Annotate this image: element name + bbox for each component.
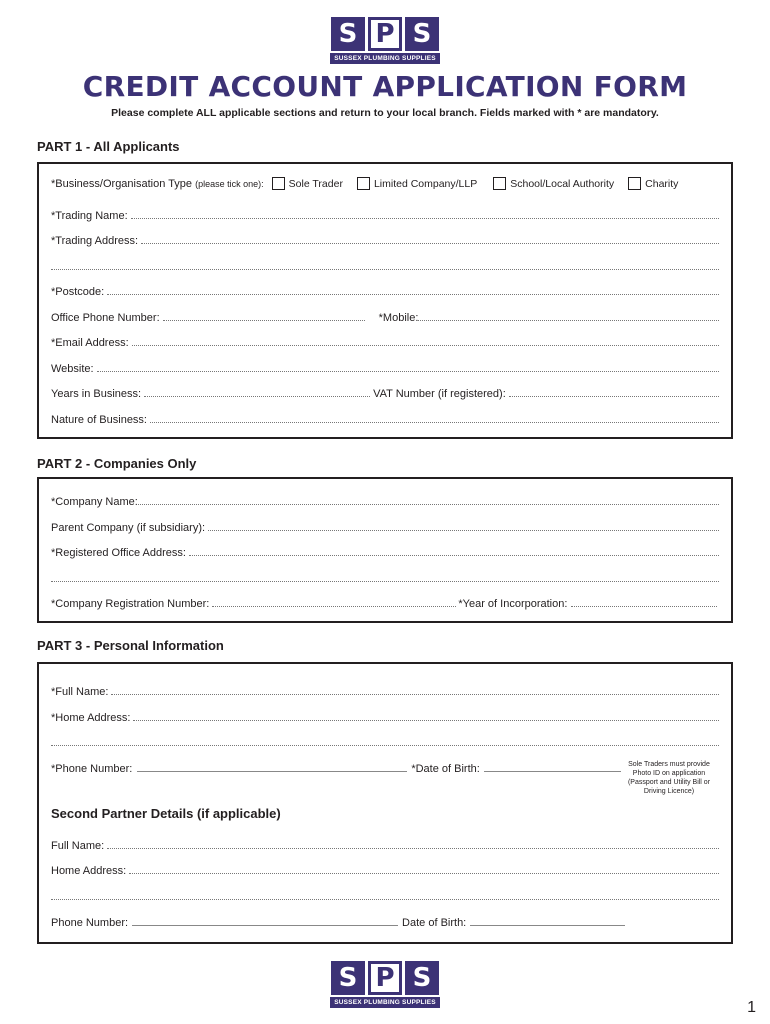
part2-title: PART 2 - Companies Only (37, 456, 197, 471)
sp-home-address-field[interactable] (129, 873, 719, 874)
office-phone-label: Office Phone Number: (51, 312, 160, 324)
full-name-label: *Full Name: (51, 686, 109, 698)
part1-title: PART 1 - All Applicants (37, 139, 180, 154)
registration-row (51, 596, 717, 610)
home-address-label: *Home Address: (51, 712, 131, 724)
sp-home-address-field-2[interactable] (51, 899, 719, 900)
logo-letter-p: P (368, 17, 402, 51)
limited-company-checkbox[interactable] (357, 177, 370, 190)
postcode-row (51, 284, 719, 298)
logo-subtitle: SUSSEX PLUMBING SUPPLIES (330, 53, 440, 64)
nature-field[interactable] (150, 422, 719, 423)
registered-office-field[interactable] (189, 555, 719, 556)
phone-dob-row (51, 761, 621, 775)
website-field[interactable] (97, 371, 719, 372)
home-address-field-2[interactable] (51, 745, 719, 746)
registered-office-field-2[interactable] (51, 581, 719, 582)
part3-title: PART 3 - Personal Information (37, 638, 224, 653)
phone-field[interactable] (137, 771, 407, 772)
mobile-label: *Mobile: (378, 312, 419, 324)
part2-box (37, 477, 733, 623)
part1-box (37, 162, 733, 439)
logo-letter-s2: S (405, 17, 439, 51)
mobile-field[interactable] (418, 320, 719, 321)
nature-label: Nature of Business: (51, 414, 147, 426)
home-address-row (51, 710, 719, 724)
option-sole-trader[interactable] (272, 177, 343, 190)
sp-phone-label: Phone Number: (51, 917, 129, 929)
footer-logo-subtitle: SUSSEX PLUMBING SUPPLIES (330, 997, 440, 1008)
sps-logo (330, 17, 440, 64)
school-authority-label: School/Local Authority (510, 177, 615, 190)
trading-name-field[interactable] (131, 218, 719, 219)
postcode-field[interactable] (107, 294, 719, 295)
parent-company-label: Parent Company (if subsidiary): (51, 522, 206, 534)
business-type-label: *Business/Organisation Type (please tick one): (51, 178, 264, 190)
footer-logo-letter-s: S (331, 961, 365, 995)
sole-trader-checkbox[interactable] (272, 177, 285, 190)
sp-phone-dob-row (51, 915, 625, 929)
sp-home-address-label: Home Address: (51, 865, 127, 877)
sole-trader-label: Sole Trader (288, 177, 343, 190)
sp-home-address-row (51, 863, 719, 877)
trading-address-row-2 (51, 259, 719, 273)
sp-dob-label: Date of Birth: (402, 917, 467, 929)
full-name-field[interactable] (111, 694, 719, 695)
trading-address-row (51, 233, 719, 247)
trading-address-label: *Trading Address: (51, 235, 139, 247)
home-address-field[interactable] (133, 720, 719, 721)
email-label: *Email Address: (51, 337, 129, 349)
sp-full-name-row (51, 838, 719, 852)
company-name-label: *Company Name: (51, 496, 138, 508)
website-label: Website: (51, 363, 94, 375)
part3-box (37, 662, 733, 944)
logo-letter-s: S (331, 17, 365, 51)
charity-label: Charity (645, 177, 679, 190)
sp-full-name-label: Full Name: (51, 840, 105, 852)
trading-name-label: *Trading Name: (51, 210, 128, 222)
trading-address-field-2[interactable] (51, 269, 719, 270)
business-type-row (51, 176, 727, 190)
limited-company-label: Limited Company/LLP (373, 177, 478, 190)
trading-name-row (51, 208, 719, 222)
registered-office-row (51, 545, 719, 559)
office-phone-field[interactable] (163, 320, 365, 321)
photo-id-note: Sole Traders must provide Photo ID on application (Passport and Utility Bill or Driving Licence) (627, 761, 711, 795)
years-field[interactable] (144, 396, 370, 397)
charity-checkbox[interactable] (628, 177, 641, 190)
trading-address-field[interactable] (141, 243, 719, 244)
vat-field[interactable] (509, 396, 719, 397)
form-instructions: Please complete ALL applicable sections and return to your local branch. Fields marked with * are mandatory. (111, 107, 659, 119)
parent-company-field[interactable] (208, 530, 719, 531)
email-row (51, 335, 719, 349)
phone-label: *Phone Number: (51, 763, 133, 775)
year-incorporation-label: *Year of Incorporation: (458, 598, 568, 610)
parent-company-row (51, 520, 719, 534)
company-name-row (51, 494, 719, 508)
website-row (51, 361, 719, 375)
dob-field[interactable] (484, 771, 621, 772)
sp-dob-field[interactable] (470, 925, 625, 926)
form-title: CREDIT ACCOUNT APPLICATION FORM (82, 70, 688, 103)
registered-office-label: *Registered Office Address: (51, 547, 186, 559)
registered-office-row-2 (51, 571, 719, 585)
registration-number-label: *Company Registration Number: (51, 598, 210, 610)
years-vat-row (51, 386, 719, 400)
page-number: 1 (747, 999, 756, 1016)
nature-row (51, 412, 719, 426)
email-field[interactable] (132, 345, 719, 346)
footer-logo-letter-s2: S (405, 961, 439, 995)
years-label: Years in Business: (51, 388, 142, 400)
second-partner-title: Second Partner Details (if applicable) (51, 806, 281, 821)
option-school-authority[interactable] (493, 177, 614, 190)
phone-mobile-row (51, 310, 719, 324)
sp-home-address-row-2 (51, 889, 719, 903)
sp-phone-field[interactable] (132, 925, 398, 926)
vat-label: VAT Number (if registered): (373, 388, 506, 400)
registration-number-field[interactable] (212, 606, 456, 607)
postcode-label: *Postcode: (51, 286, 105, 298)
company-name-field[interactable] (138, 504, 719, 505)
footer-logo-letter-p: P (368, 961, 402, 995)
full-name-row (51, 684, 719, 698)
dob-label: *Date of Birth: (411, 763, 480, 775)
sps-logo-footer (330, 961, 440, 1008)
school-authority-checkbox[interactable] (493, 177, 506, 190)
option-limited-company[interactable] (357, 177, 477, 190)
year-incorporation-field[interactable] (571, 606, 717, 607)
option-charity[interactable] (628, 177, 678, 190)
home-address-row-2 (51, 735, 719, 749)
sp-full-name-field[interactable] (107, 848, 719, 849)
